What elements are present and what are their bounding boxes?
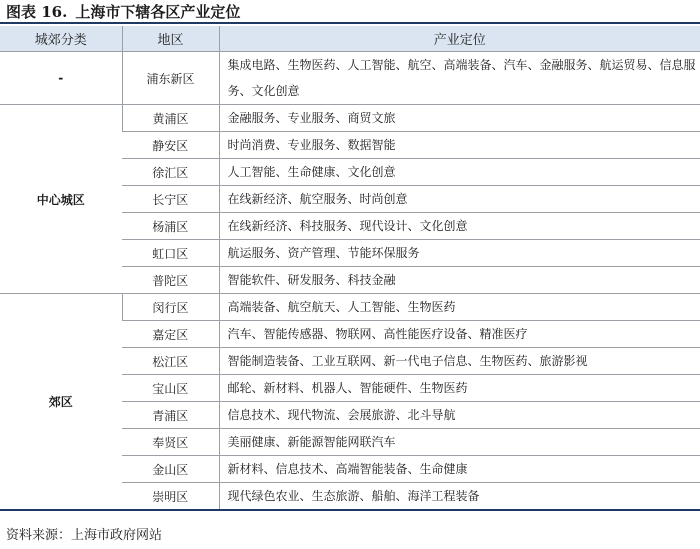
district-cell: 闵行区 bbox=[122, 294, 219, 321]
industry-cell: 汽车、智能传感器、物联网、高性能医疗设备、精准医疗 bbox=[219, 321, 700, 348]
district-industry-table bbox=[0, 26, 700, 511]
industry-cell: 新材料、信息技术、高端智能装备、生命健康 bbox=[219, 456, 700, 483]
district-cell: 浦东新区 bbox=[122, 52, 219, 105]
table-row bbox=[0, 294, 700, 321]
source-note: 资料来源：上海市政府网站 bbox=[6, 528, 163, 543]
caption-number: 图表 16. bbox=[6, 3, 68, 21]
district-cell: 杨浦区 bbox=[122, 213, 219, 240]
header-category: 城郊分类 bbox=[0, 26, 122, 52]
district-cell: 长宁区 bbox=[122, 186, 219, 213]
industry-cell: 邮轮、新材料、机器人、智能硬件、生物医药 bbox=[219, 375, 700, 402]
industry-cell: 智能制造装备、工业互联网、新一代电子信息、生物医药、旅游影视 bbox=[219, 348, 700, 375]
district-cell: 静安区 bbox=[122, 132, 219, 159]
industry-cell: 在线新经济、航空服务、时尚创意 bbox=[219, 186, 700, 213]
table-row bbox=[0, 105, 700, 132]
district-cell: 宝山区 bbox=[122, 375, 219, 402]
top-rule bbox=[0, 22, 700, 24]
district-cell: 崇明区 bbox=[122, 483, 219, 511]
district-cell: 青浦区 bbox=[122, 402, 219, 429]
district-cell: 黄浦区 bbox=[122, 105, 219, 132]
figure-caption bbox=[6, 2, 248, 22]
table-header-row bbox=[0, 26, 700, 52]
header-district: 地区 bbox=[122, 26, 219, 52]
district-cell: 奉贤区 bbox=[122, 429, 219, 456]
district-cell: 虹口区 bbox=[122, 240, 219, 267]
industry-cell: 美丽健康、新能源智能网联汽车 bbox=[219, 429, 700, 456]
district-cell: 嘉定区 bbox=[122, 321, 219, 348]
district-cell: 普陀区 bbox=[122, 267, 219, 294]
industry-cell: 航运服务、资产管理、节能环保服务 bbox=[219, 240, 700, 267]
district-cell: 金山区 bbox=[122, 456, 219, 483]
category-cell: 郊区 bbox=[0, 294, 122, 511]
header-industry: 产业定位 bbox=[219, 26, 700, 52]
category-cell: 中心城区 bbox=[0, 105, 122, 294]
industry-cell: 集成电路、生物医药、人工智能、航空、高端装备、汽车、金融服务、航运贸易、信息服务、文化创意 bbox=[219, 52, 700, 105]
caption-title: 上海市下辖各区产业定位 bbox=[75, 3, 241, 21]
industry-cell: 现代绿色农业、生态旅游、船舶、海洋工程装备 bbox=[219, 483, 700, 511]
district-cell: 松江区 bbox=[122, 348, 219, 375]
district-cell: 徐汇区 bbox=[122, 159, 219, 186]
industry-cell: 人工智能、生命健康、文化创意 bbox=[219, 159, 700, 186]
industry-cell: 在线新经济、科技服务、现代设计、文化创意 bbox=[219, 213, 700, 240]
category-cell: - bbox=[0, 52, 122, 105]
industry-cell: 高端装备、航空航天、人工智能、生物医药 bbox=[219, 294, 700, 321]
industry-cell: 智能软件、研发服务、科技金融 bbox=[219, 267, 700, 294]
industry-cell: 金融服务、专业服务、商贸文旅 bbox=[219, 105, 700, 132]
table-row bbox=[0, 52, 700, 105]
industry-cell: 时尚消费、专业服务、数据智能 bbox=[219, 132, 700, 159]
industry-cell: 信息技术、现代物流、会展旅游、北斗导航 bbox=[219, 402, 700, 429]
